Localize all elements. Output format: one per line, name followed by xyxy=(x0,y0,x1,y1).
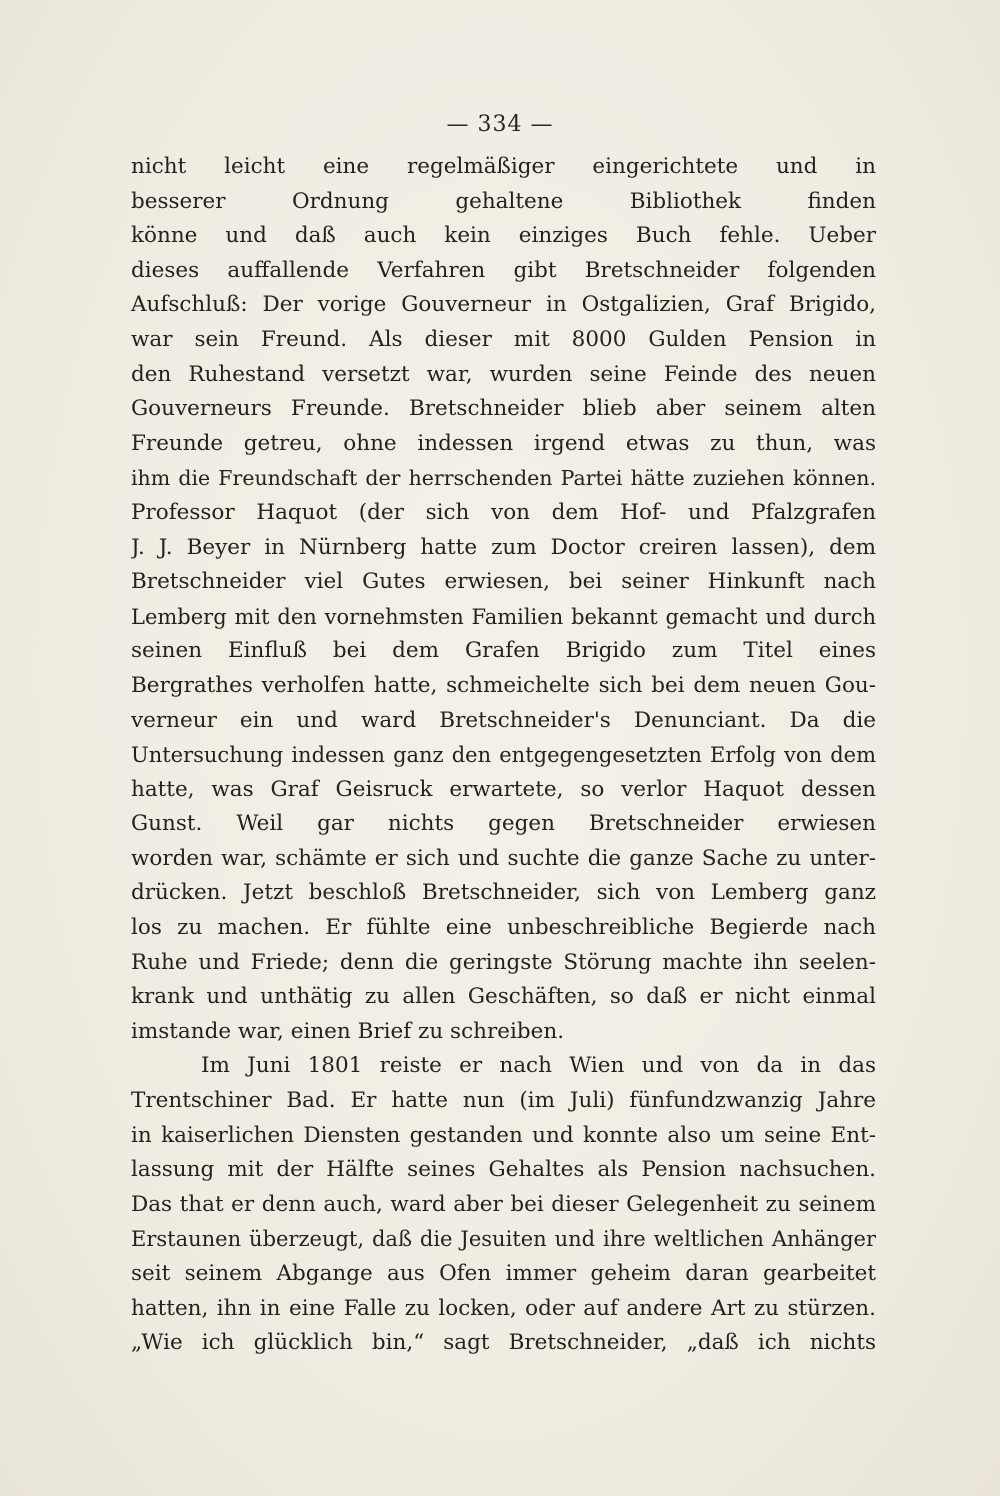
text-line: drücken. Jetzt beschloß Bretschneider, sich von Lemberg ganz xyxy=(131,880,876,906)
text-line: Bretschneider viel Gutes erwiesen, bei seiner Hinkunft nach xyxy=(131,569,876,595)
text-line: worden war, schämte er sich und suchte die ganze Sache zu unter- xyxy=(131,845,876,871)
text-line: Lemberg mit den vornehmsten Familien bekannt gemacht und durch xyxy=(131,604,876,629)
text-line: Aufschluß: Der vorige Gouverneur in Ostgalizien, Graf Brigido, xyxy=(131,292,876,318)
text-line: Das that er denn auch, ward aber bei dieser Gelegenheit zu seinem xyxy=(131,1191,876,1217)
text-line: könne und daß auch kein einziges Buch fehle. Ueber xyxy=(131,223,876,249)
text-line: ihm die Freundschaft der herrschenden Partei hätte zuziehen können. xyxy=(131,466,876,491)
text-line: imstande war, einen Brief zu schreiben. xyxy=(131,1018,565,1044)
text-line: besserer Ordnung gehaltene Bibliothek finden xyxy=(131,188,876,214)
text-line: seit seinem Abgange aus Ofen immer geheim daran gearbeitet xyxy=(131,1261,876,1286)
text-line: war sein Freund. Als dieser mit 8000 Gulden Pension in xyxy=(131,326,876,352)
text-line: „Wie ich glücklich bin,“ sagt Bretschneider, „daß ich nichts xyxy=(131,1330,876,1356)
text-line: krank und unthätig zu allen Geschäften, so daß er nicht einmal xyxy=(131,984,876,1010)
text-line: dieses auffallende Verfahren gibt Bretschneider folgenden xyxy=(131,257,876,283)
text-line: los zu machen. Er fühlte eine unbeschreibliche Begierde nach xyxy=(131,915,876,941)
text-line: den Ruhestand versetzt war, wurden seine Feinde des neuen xyxy=(131,361,876,387)
text-line: verneur ein und ward Bretschneider's Denunciant. Da die xyxy=(131,707,876,733)
text-line: Gunst. Weil gar nichts gegen Bretschneider erwiesen xyxy=(131,811,876,837)
text-line: seinen Einfluß bei dem Grafen Brigido zum Titel eines xyxy=(131,638,876,664)
text-line: Im Juni 1801 reiste er nach Wien und von da in das xyxy=(201,1053,876,1079)
text-line: in kaiserlichen Diensten gestanden und konnte also um seine Ent- xyxy=(131,1122,876,1148)
text-line: J. J. Beyer in Nürnberg hatte zum Doctor creiren lassen), dem xyxy=(131,534,876,560)
body-text xyxy=(131,150,876,1361)
text-line: Bergrathes verholfen hatte, schmeichelte sich bei dem neuen Gou- xyxy=(131,672,876,698)
text-line: Untersuchung indessen ganz den entgegengesetzten Erfolg von dem xyxy=(131,743,876,768)
text-line: hatten, ihn in eine Falle zu locken, oder auf andere Art zu stürzen. xyxy=(131,1295,876,1321)
text-line: hatte, was Graf Geisruck erwartete, so verlor Haquot dessen xyxy=(131,776,876,802)
text-line: Ruhe und Friede; denn die geringste Störung machte ihn seelen- xyxy=(131,949,876,975)
text-line: Erstaunen überzeugt, daß die Jesuiten und ihre weltlichen Anhänger xyxy=(131,1227,876,1252)
text-line: Freunde getreu, ohne indessen irgend etwas zu thun, was xyxy=(131,430,876,456)
text-line: lassung mit der Hälfte seines Gehaltes als Pension nachsuchen. xyxy=(131,1157,876,1183)
text-line: Trentschiner Bad. Er hatte nun (im Juli) fünfundzwanzig Jahre xyxy=(131,1088,876,1114)
text-line: Professor Haquot (der sich von dem Hof- und Pfalzgrafen xyxy=(131,499,876,525)
text-line: nicht leicht eine regelmäßiger eingerichtete und in xyxy=(131,154,876,179)
page-number: — 334 — xyxy=(446,112,554,137)
text-line: Gouverneurs Freunde. Bretschneider blieb aber seinem alten xyxy=(131,396,876,422)
